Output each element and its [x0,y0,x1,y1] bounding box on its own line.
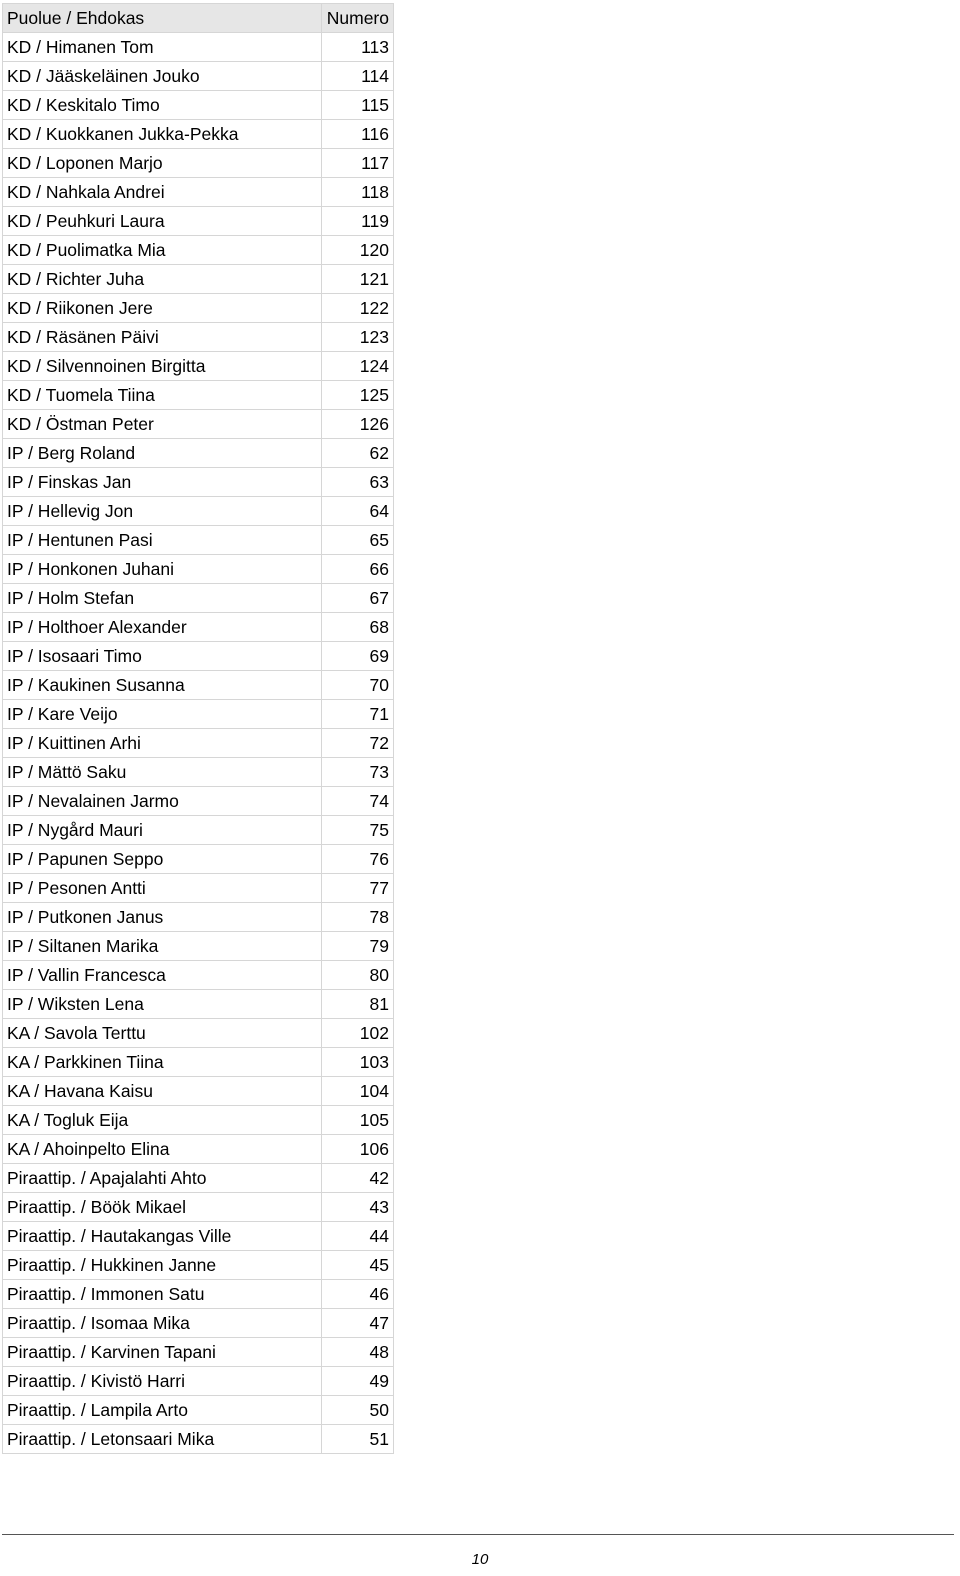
table-row [3,700,394,729]
candidate-name-cell: Piraattip. / Böök Mikael [3,1193,322,1222]
table-row [3,1048,394,1077]
table-header-row [3,4,394,33]
candidate-name-cell: Piraattip. / Kivistö Harri [3,1367,322,1396]
candidate-number-cell: 103 [322,1048,394,1077]
candidate-number-cell: 75 [322,816,394,845]
table-row [3,468,394,497]
candidate-number-cell: 48 [322,1338,394,1367]
candidate-name-cell: KD / Silvennoinen Birgitta [3,352,322,381]
table-row [3,381,394,410]
candidate-number-cell: 114 [322,62,394,91]
candidate-name-cell: Piraattip. / Isomaa Mika [3,1309,322,1338]
table-row [3,990,394,1019]
candidate-number-cell: 124 [322,352,394,381]
table-row [3,1106,394,1135]
candidate-number-cell: 44 [322,1222,394,1251]
candidate-name-cell: KD / Keskitalo Timo [3,91,322,120]
candidate-name-cell: IP / Holm Stefan [3,584,322,613]
table-body [3,33,394,1454]
table-row [3,352,394,381]
candidate-name-cell: IP / Kaukinen Susanna [3,671,322,700]
candidate-number-cell: 119 [322,207,394,236]
table-row [3,1396,394,1425]
candidate-number-cell: 67 [322,584,394,613]
table-row [3,323,394,352]
candidate-number-cell: 50 [322,1396,394,1425]
table-row [3,120,394,149]
table-row [3,62,394,91]
candidate-name-cell: IP / Holthoer Alexander [3,613,322,642]
table-row [3,1164,394,1193]
table-row [3,671,394,700]
candidate-name-cell: IP / Isosaari Timo [3,642,322,671]
table-row [3,1425,394,1454]
candidate-name-cell: KA / Parkkinen Tiina [3,1048,322,1077]
candidate-name-cell: Piraattip. / Apajalahti Ahto [3,1164,322,1193]
table-row [3,787,394,816]
candidate-name-cell: Piraattip. / Lampila Arto [3,1396,322,1425]
column-header-party-candidate: Puolue / Ehdokas [3,4,322,33]
candidate-name-cell: IP / Putkonen Janus [3,903,322,932]
candidate-name-cell: KD / Östman Peter [3,410,322,439]
table-row [3,932,394,961]
candidate-number-cell: 120 [322,236,394,265]
candidate-name-cell: IP / Kuittinen Arhi [3,729,322,758]
candidate-number-cell: 63 [322,468,394,497]
candidate-number-cell: 71 [322,700,394,729]
candidate-name-cell: KA / Togluk Eija [3,1106,322,1135]
table-row [3,1338,394,1367]
table-row [3,961,394,990]
candidate-name-cell: IP / Vallin Francesca [3,961,322,990]
candidate-number-cell: 66 [322,555,394,584]
candidate-number-cell: 122 [322,294,394,323]
candidate-number-cell: 79 [322,932,394,961]
footer-divider [2,1534,954,1535]
column-header-number: Numero [322,4,394,33]
candidate-name-cell: IP / Hellevig Jon [3,497,322,526]
candidate-name-cell: IP / Hentunen Pasi [3,526,322,555]
table-row [3,1077,394,1106]
candidate-table-container [2,3,394,1454]
candidate-number-cell: 113 [322,33,394,62]
candidate-name-cell: Piraattip. / Karvinen Tapani [3,1338,322,1367]
candidate-name-cell: KA / Savola Terttu [3,1019,322,1048]
candidate-number-cell: 72 [322,729,394,758]
candidate-number-cell: 77 [322,874,394,903]
table-row [3,613,394,642]
candidate-name-cell: IP / Mättö Saku [3,758,322,787]
candidate-number-cell: 118 [322,178,394,207]
candidate-name-cell: IP / Siltanen Marika [3,932,322,961]
candidate-number-cell: 70 [322,671,394,700]
candidate-number-cell: 62 [322,439,394,468]
candidate-name-cell: Piraattip. / Letonsaari Mika [3,1425,322,1454]
table-row [3,1309,394,1338]
table-row [3,1251,394,1280]
candidate-name-cell: IP / Honkonen Juhani [3,555,322,584]
page-number: 10 [471,1551,489,1568]
candidate-name-cell: KD / Peuhkuri Laura [3,207,322,236]
candidate-name-cell: KD / Räsänen Päivi [3,323,322,352]
candidate-name-cell: KA / Ahoinpelto Elina [3,1135,322,1164]
table-row [3,526,394,555]
candidate-name-cell: IP / Berg Roland [3,439,322,468]
table-row [3,1135,394,1164]
table-row [3,729,394,758]
candidate-number-cell: 80 [322,961,394,990]
candidate-name-cell: IP / Nevalainen Jarmo [3,787,322,816]
candidate-number-cell: 126 [322,410,394,439]
candidate-name-cell: KD / Tuomela Tiina [3,381,322,410]
table-row [3,555,394,584]
table-row [3,178,394,207]
candidate-number-cell: 51 [322,1425,394,1454]
table-row [3,294,394,323]
candidate-number-cell: 123 [322,323,394,352]
candidate-name-cell: KA / Havana Kaisu [3,1077,322,1106]
candidate-name-cell: KD / Puolimatka Mia [3,236,322,265]
candidate-name-cell: IP / Finskas Jan [3,468,322,497]
table-row [3,91,394,120]
candidate-name-cell: KD / Jääskeläinen Jouko [3,62,322,91]
candidate-number-cell: 106 [322,1135,394,1164]
candidate-name-cell: KD / Loponen Marjo [3,149,322,178]
candidate-number-cell: 64 [322,497,394,526]
candidate-name-cell: IP / Papunen Seppo [3,845,322,874]
candidate-number-cell: 104 [322,1077,394,1106]
candidate-name-cell: IP / Pesonen Antti [3,874,322,903]
table-row [3,410,394,439]
table-row [3,33,394,62]
candidate-number-cell: 45 [322,1251,394,1280]
candidate-number-cell: 102 [322,1019,394,1048]
candidate-name-cell: IP / Kare Veijo [3,700,322,729]
candidate-name-cell: KD / Nahkala Andrei [3,178,322,207]
candidate-number-cell: 49 [322,1367,394,1396]
candidate-number-cell: 43 [322,1193,394,1222]
table-row [3,874,394,903]
candidate-number-cell: 74 [322,787,394,816]
candidate-name-cell: Piraattip. / Immonen Satu [3,1280,322,1309]
table-row [3,439,394,468]
candidate-number-cell: 116 [322,120,394,149]
table-row [3,584,394,613]
table-row [3,265,394,294]
table-row [3,497,394,526]
table-row [3,1193,394,1222]
table-row [3,1367,394,1396]
candidate-number-cell: 121 [322,265,394,294]
table-row [3,1222,394,1251]
candidate-number-cell: 76 [322,845,394,874]
candidate-number-cell: 47 [322,1309,394,1338]
candidate-name-cell: KD / Kuokkanen Jukka-Pekka [3,120,322,149]
candidate-number-cell: 105 [322,1106,394,1135]
candidate-name-cell: IP / Nygård Mauri [3,816,322,845]
candidate-name-cell: KD / Himanen Tom [3,33,322,62]
table-row [3,207,394,236]
candidate-number-cell: 46 [322,1280,394,1309]
candidate-number-cell: 69 [322,642,394,671]
table-row [3,149,394,178]
table-row [3,903,394,932]
candidate-number-cell: 78 [322,903,394,932]
table-row [3,758,394,787]
table-row [3,1019,394,1048]
candidate-number-cell: 68 [322,613,394,642]
candidate-name-cell: Piraattip. / Hukkinen Janne [3,1251,322,1280]
table-row [3,816,394,845]
table-row [3,1280,394,1309]
candidate-number-cell: 81 [322,990,394,1019]
candidate-name-cell: KD / Riikonen Jere [3,294,322,323]
table-row [3,236,394,265]
table-row [3,845,394,874]
candidate-name-cell: KD / Richter Juha [3,265,322,294]
candidate-number-cell: 125 [322,381,394,410]
candidate-table [2,3,394,1454]
candidate-number-cell: 115 [322,91,394,120]
candidate-number-cell: 73 [322,758,394,787]
candidate-number-cell: 42 [322,1164,394,1193]
candidate-number-cell: 65 [322,526,394,555]
candidate-name-cell: Piraattip. / Hautakangas Ville [3,1222,322,1251]
candidate-number-cell: 117 [322,149,394,178]
candidate-name-cell: IP / Wiksten Lena [3,990,322,1019]
table-row [3,642,394,671]
